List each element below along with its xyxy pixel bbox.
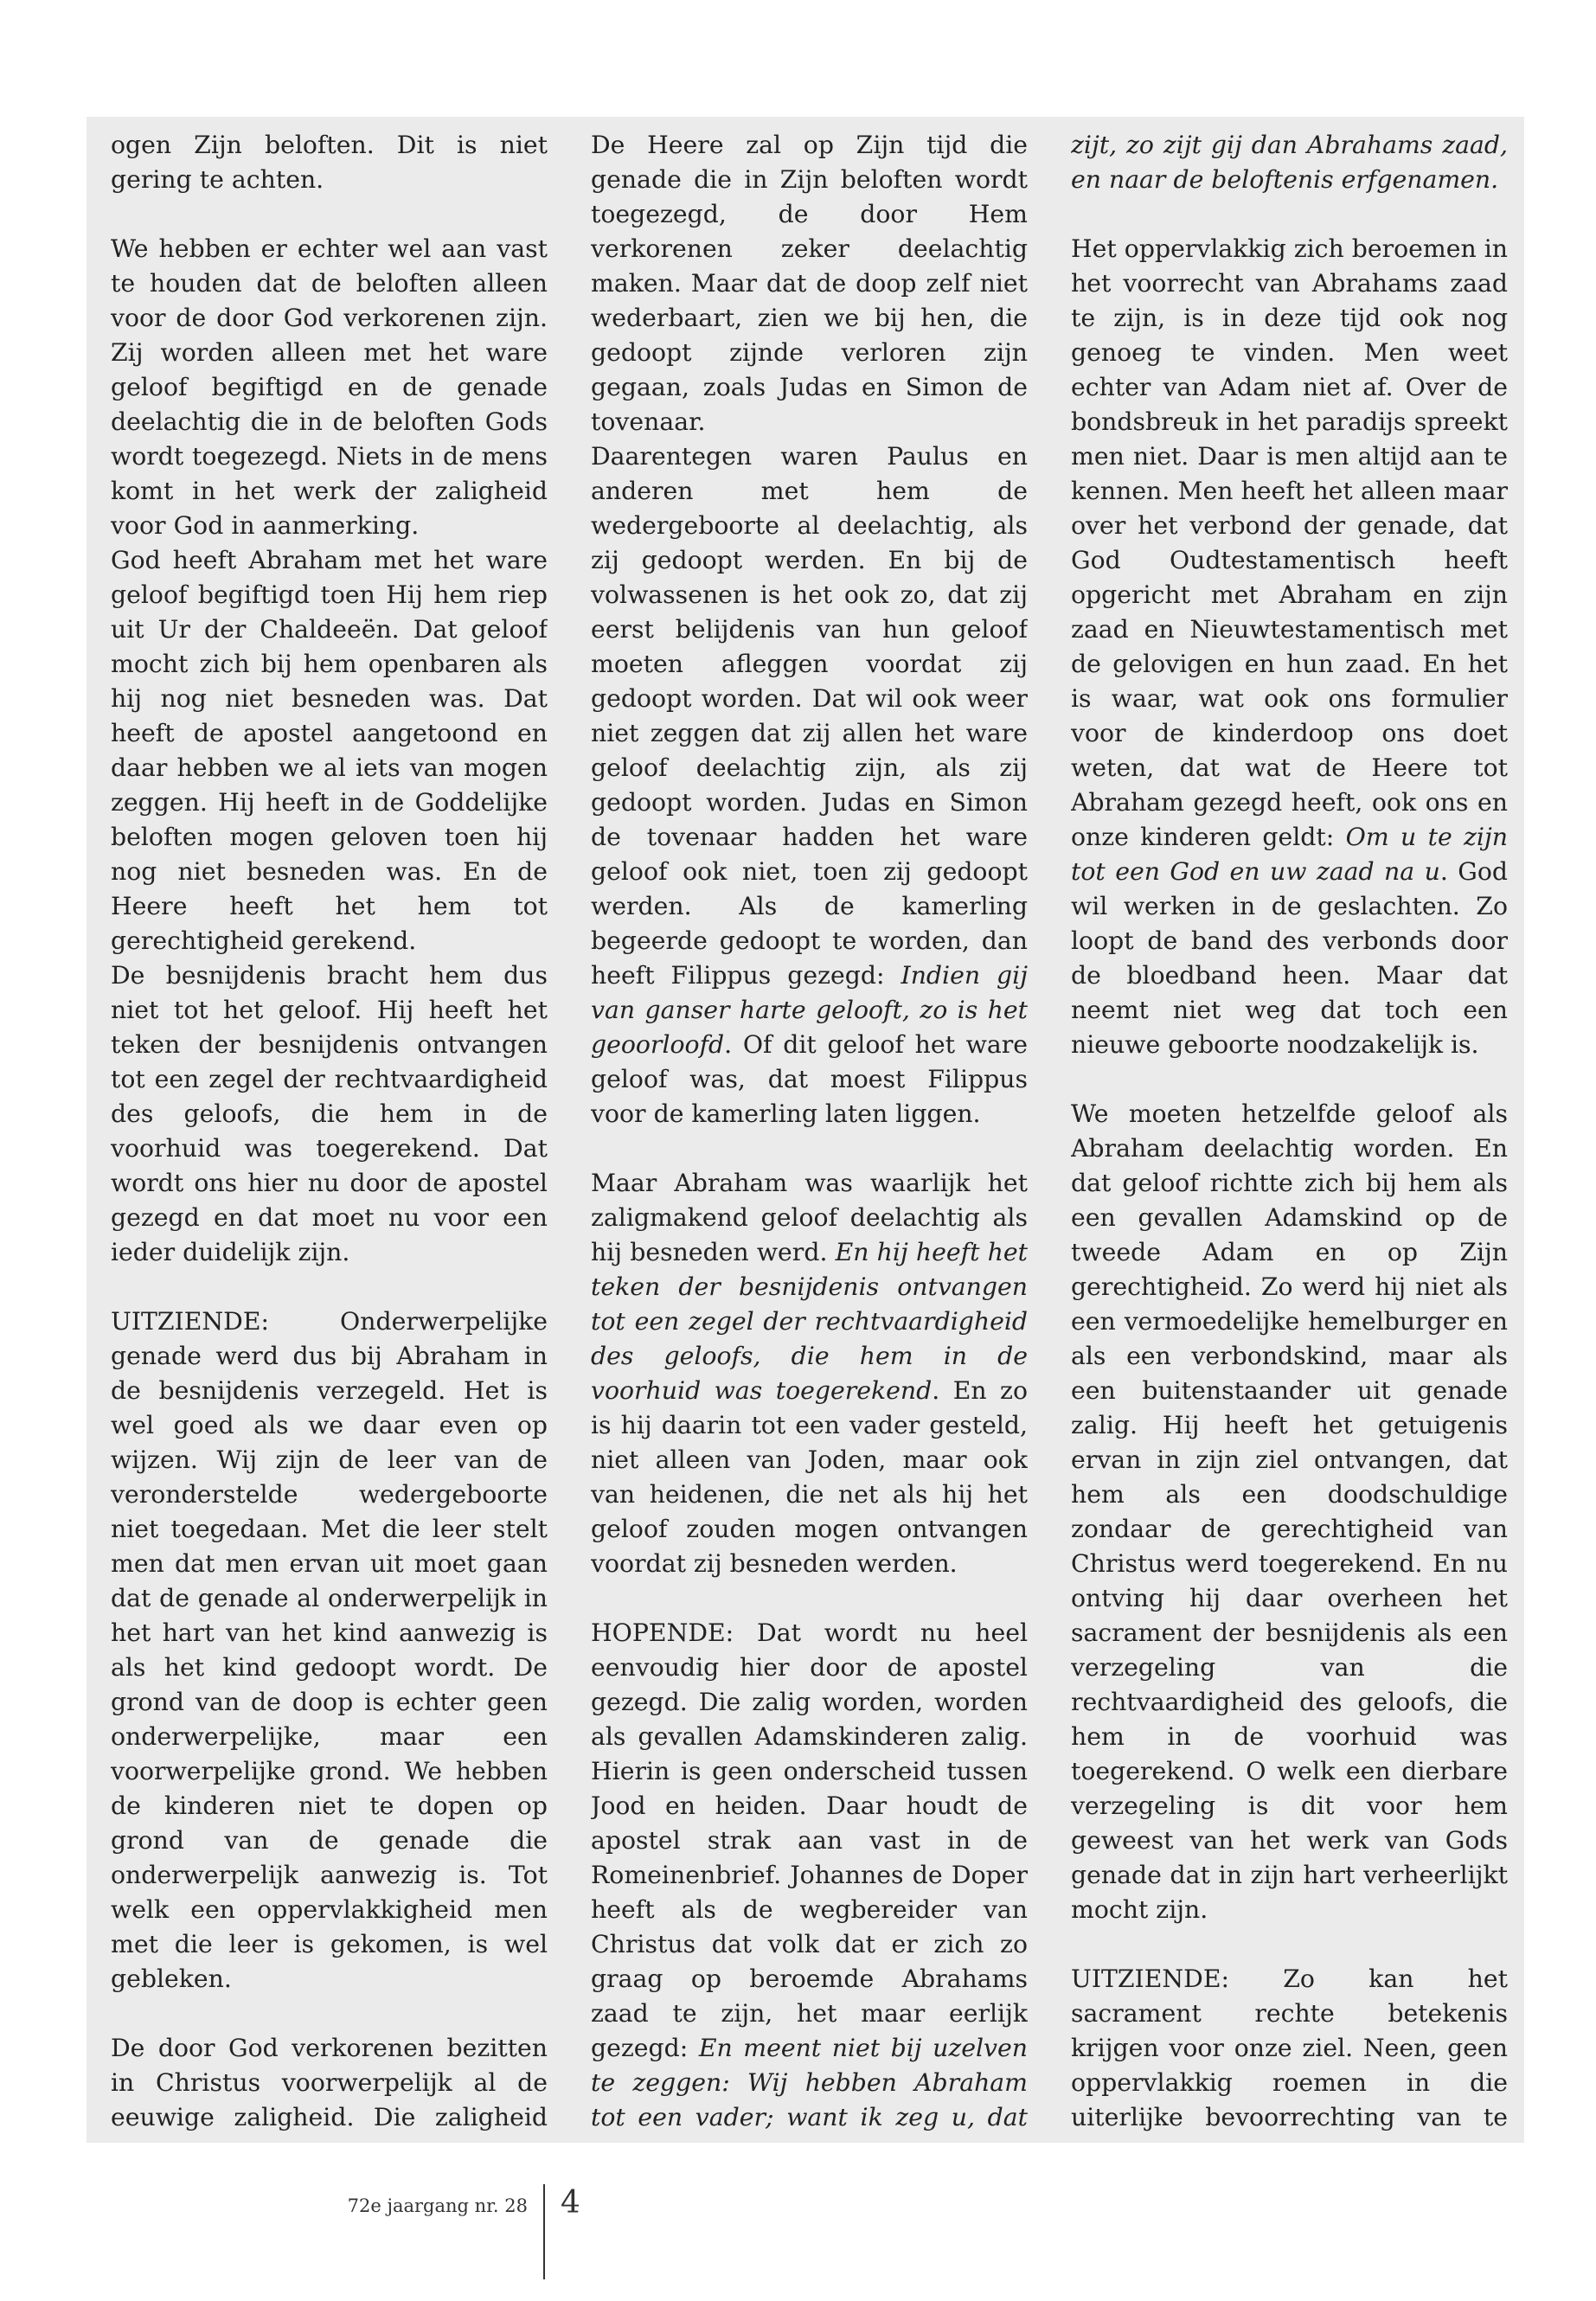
scripture-quote: zijt, zo zijt gij dan Abrahams zaad, en naar de beloftenis erfgenamen. — [1071, 131, 1508, 194]
text-run: De besnijdenis bracht hem dus niet tot het geloof. Hij heeft het teken der besnijdenis ontvangen tot een zegel der rechtvaardigheid des geloofs, die hem in de voorhuid was toegerekend. Dat wordt ons hier nu door de apostel gezegd en dat moet nu voor een ieder duidelijk zijn. — [111, 961, 548, 1266]
text-run: UITZIENDE: Onderwerpelijke genade werd dus bij Abraham in de besnijdenis verzegeld. Het is wel goed als we daar even op wijzen. Wij zijn de leer van de veronderstelde wedergeboorte niet toegedaan. Met die leer stelt men dat men ervan uit moet gaan dat de genade al onderwerpelijk in het hart van het kind aanwezig is als het kind gedoopt wordt. De grond van de doop is echter geen onderwerpelijke, maar een voorwerpelijke grond. We hebben de kinderen niet te dopen op grond van de genade die onderwerpelijk aanwezig is. Tot welk een oppervlakkigheid men met die leer is gekomen, is wel gebleken. — [111, 1307, 548, 1993]
text-run: De door God verkorenen bezitten in Christus voorwerpelijk al de eeuwige zaligheid. Die zaligheid — [111, 2034, 548, 2131]
text-column-1 — [111, 128, 548, 2135]
paragraph — [111, 128, 548, 197]
footer-divider — [543, 2184, 545, 2279]
paragraph — [1071, 1097, 1508, 1927]
text-run: . Of dit geloof het ware geloof was, dat moest Filippus voor de kamerling laten liggen. — [591, 1030, 1028, 1128]
text-run: UITZIENDE: Zo kan het sacrament rechte betekenis krijgen voor onze ziel. Neen, geen oppervlakkig roemen in die uiterlijke bevoorrechting van te — [1071, 1965, 1508, 2131]
paragraph — [111, 2031, 548, 2135]
paragraph — [111, 232, 548, 543]
text-run: God heeft Abraham met het ware geloof begiftigd toen Hij hem riep uit Ur der Chaldeeën. Dat geloof mocht zich bij hem openbaren als hij nog niet besneden was. Dat heeft de apostel aangetoond en daar hebben we al iets van mogen zeggen. Hij heeft in de Goddelijke beloften mogen geloven toen hij nog niet besneden was. En de Heere heeft het hem tot gerechtigheid gerekend. — [111, 546, 548, 955]
text-run: HOPENDE: Dat wordt nu heel eenvoudig hier door de apostel gezegd. Die zalig worden, worden als gevallen Adamskinderen zalig. Hierin is geen onderscheid tussen Jood en heiden. Daar houdt de apostel strak aan vast in de Romeinenbrief. Johannes de Doper heeft als de wegbereider van Christus dat volk dat er zich zo graag op beroemde Abrahams zaad te zijn, het maar eerlijk gezegd: — [591, 1618, 1028, 2062]
text-run: . En zo is hij daarin tot een vader gesteld, niet alleen van Joden, maar ook van heidenen, die net als hij het geloof zouden mogen ontvangen voordat zij besneden werden. — [591, 1376, 1028, 1578]
text-run: . God wil werken in de geslachten. Zo loopt de band des verbonds door de bloedband heen. Maar dat neemt niet weg dat toch een nieuwe geboorte noodzakelijk is. — [1071, 857, 1508, 1059]
paragraph — [111, 543, 548, 958]
paragraph — [111, 958, 548, 1270]
paragraph — [591, 1166, 1028, 1581]
paragraph — [111, 1304, 548, 1997]
scripture-quote: Om u te zijn tot een God en uw zaad na u — [1071, 823, 1508, 886]
text-column-2 — [591, 128, 1028, 2135]
scripture-quote: En hij heeft het teken der besnijdenis ontvangen tot een zegel der rechtvaardigheid des geloofs, die hem in de voorhuid was toegerekend — [591, 1238, 1028, 1405]
page-number: 4 — [561, 2185, 580, 2221]
scripture-quote: En meent niet bij uzelven te zeggen: Wij hebben Abraham tot een vader; want ik zeg u, dat — [591, 2034, 1028, 2131]
text-column-3 — [1071, 128, 1508, 2135]
text-run: ogen Zijn beloften. Dit is niet gering te achten. — [111, 131, 548, 194]
paragraph — [1071, 1962, 1508, 2135]
paragraph — [591, 1616, 1028, 2135]
paragraph — [1071, 128, 1508, 197]
text-run: We hebben er echter wel aan vast te houden dat de beloften alleen voor de door God verkorenen zijn. Zij worden alleen met het ware geloof begiftigd en de genade deelachtig die in de beloften Gods wordt toegezegd. Niets in de mens komt in het werk der zaligheid voor God in aanmerking. — [111, 234, 548, 540]
text-run: Maar Abraham was waarlijk het zaligmakend geloof deelachtig als hij besneden werd. — [591, 1169, 1028, 1266]
text-run: We moeten hetzelfde geloof als Abraham deelachtig worden. En dat geloof richtte zich bij hem als een gevallen Adamskind op de tweede Adam en op Zijn gerechtigheid. Zo werd hij niet als een vermoedelijke hemelburger en als een verbondskind, maar als een buitenstaander uit genade zalig. Hij heeft het getuigenis ervan in zijn ziel ontvangen, dat hem als een doodschuldige zondaar de gerechtigheid van Christus werd toegerekend. En nu ontving hij daar overheen het sacrament der besnijdenis als een verzegeling van die rechtvaardigheid des geloofs, die hem in de voorhuid was toegerekend. O welk een dierbare verzegeling is dit voor hem geweest van het werk van Gods genade dat in zijn hart verheerlijkt mocht zijn. — [1071, 1099, 1508, 1924]
text-run: De Heere zal op Zijn tijd die genade die in Zijn beloften wordt toegezegd, de door Hem verkorenen zeker deelachtig maken. Maar dat de doop zelf niet wederbaart, zien we bij hen, die gedoopt zijnde verloren zijn gegaan, zoals Judas en Simon de tovenaar. — [591, 131, 1028, 436]
issue-info: 72e jaargang nr. 28 — [347, 2195, 528, 2216]
paragraph — [591, 128, 1028, 439]
paragraph — [591, 439, 1028, 1131]
scripture-quote: Indien gij van ganser harte gelooft, zo is het geoorloofd — [591, 961, 1028, 1059]
text-run: Het oppervlakkig zich beroemen in het voorrecht van Abrahams zaad te zijn, is in deze tijd ook nog genoeg te vinden. Men weet echter van Adam niet af. Over de bondsbreuk in het paradijs spreekt men niet. Daar is men altijd aan te kennen. Men heeft het alleen maar over het verbond der genade, dat God Oudtestamentisch heeft opgericht met Abraham en zijn zaad en Nieuwtestamentisch met de gelovigen en hun zaad. En het is waar, wat ook ons formulier voor de kinderdoop ons doet weten, dat wat de Heere tot Abraham gezegd heeft, ook ons en onze kinderen geldt: — [1071, 234, 1508, 851]
text-run: Daarentegen waren Paulus en anderen met hem de wedergeboorte al deelachtig, als zij gedoopt werden. En bij de volwassenen is het ook zo, dat zij eerst belijdenis van hun geloof moeten afleggen voordat zij gedoopt worden. Dat wil ook weer niet zeggen dat zij allen het ware geloof deelachtig zijn, als zij gedoopt worden. Judas en Simon de tovenaar hadden het ware geloof ook niet, toen zij gedoopt werden. Als de kamerling begeerde gedoopt te worden, dan heeft Filippus gezegd: — [591, 442, 1028, 990]
paragraph — [1071, 232, 1508, 1062]
